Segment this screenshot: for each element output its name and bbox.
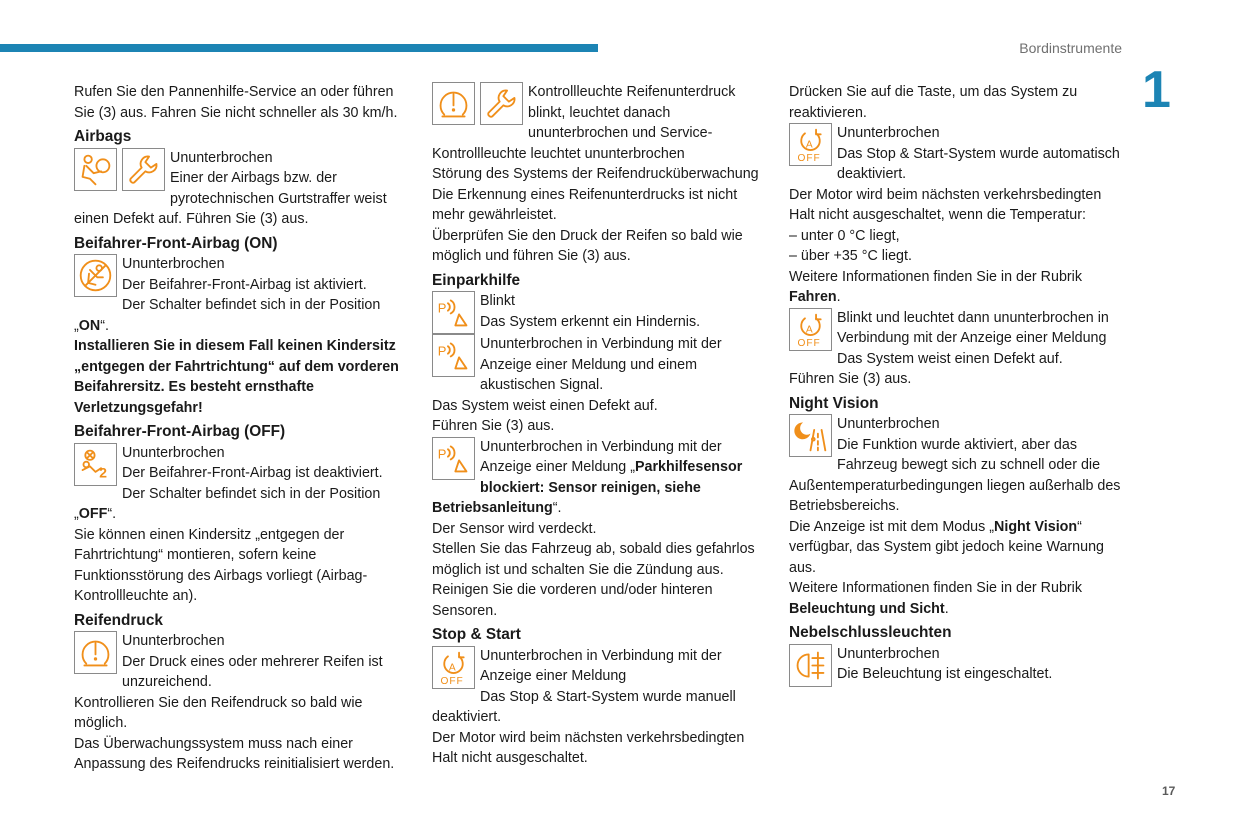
airbags-state: Ununterbrochen — [170, 149, 273, 166]
airbag-on-state: Ununterbrochen — [122, 256, 225, 272]
svg-text:P: P — [437, 446, 447, 461]
airbags-entry — [74, 148, 406, 230]
wrench-icon — [122, 148, 165, 191]
stop-start-text-1: Das Stop & Start-System wurde manuell deaktiviert. — [432, 688, 736, 725]
column-1 — [74, 82, 406, 775]
stop-start-entry — [432, 646, 768, 769]
airbag-on-text-2: Der Schalter befindet sich in der Position „ON“. — [74, 297, 381, 334]
parking-sensor-icon — [432, 334, 475, 377]
tyre-state: Ununterbrochen — [122, 633, 225, 649]
svg-text:OFF: OFF — [797, 337, 821, 348]
tpms-fault-entry — [432, 82, 768, 267]
temp-bullet-1: – unter 0 °C liegt, — [789, 227, 900, 244]
svg-text:OFF: OFF — [440, 675, 464, 686]
stop-start-auto-text-1: Das Stop & Start-System wurde automatisch deaktiviert. — [837, 145, 1120, 182]
wrench-icon — [480, 82, 523, 125]
stop-start-fault-entry — [789, 308, 1129, 390]
tyre-pressure-icon — [74, 631, 117, 674]
airbag-off-state: Ununterbrochen — [122, 444, 225, 461]
parking-1-state: Blinkt — [480, 293, 515, 309]
parking-entry-1 — [432, 291, 768, 334]
column-2 — [432, 82, 768, 769]
tpms-text-3: Überprüfen Sie den Druck der Reifen so bald wie möglich und führen Sie (3) aus. — [432, 227, 743, 264]
airbag-off-entry — [74, 443, 406, 607]
parking-1-text: Das System erkennt ein Hindernis. — [480, 313, 701, 330]
tyre-pressure-icon — [432, 82, 475, 125]
tpms-state: Kontrollleuchte Reifenunterdruck blinkt, leuchtet danach ununterbrochen und Service-Kontrollleuchte leuchtet ununterbrochen — [432, 84, 736, 162]
airbag-on-entry — [74, 254, 406, 418]
stop-start-heading: Stop & Start — [432, 626, 521, 643]
stop-start-off-icon — [789, 308, 832, 351]
section-title: Bordinstrumente — [1019, 40, 1122, 56]
tyre-text-1: Der Druck eines oder mehrerer Reifen ist unzureichend. — [122, 653, 383, 690]
airbag-on-heading: Beifahrer-Front-Airbag (ON) — [74, 234, 278, 252]
parking-entry-2 — [432, 334, 768, 437]
airbag-warning-icon — [74, 148, 117, 191]
night-vision-heading: Night Vision — [789, 394, 879, 412]
svg-text:OFF: OFF — [797, 153, 821, 163]
parking-3-text-3: Reinigen Sie die vorderen und/oder hinteren Sensoren. — [432, 582, 713, 619]
night-vision-entry — [789, 414, 1129, 619]
parking-3-text-2: Stellen Sie das Fahrzeug ab, sobald dies gefahrlos möglich ist und schalten Sie die Zündung aus. — [432, 541, 755, 578]
parking-2-text-2: Führen Sie (3) aus. — [432, 418, 555, 434]
svg-text:A: A — [805, 323, 813, 335]
page-number: 17 — [1162, 784, 1176, 798]
parking-3-text-1: Der Sensor wird verdeckt. — [432, 520, 597, 537]
stop-start-fault-text-1: Das System weist einen Defekt auf. — [837, 350, 1063, 367]
tpms-text-1: Störung des Systems der Reifendrucküberwachung — [432, 166, 759, 182]
tyre-text-3: Das Überwachungssystem muss nach einer Anpassung des Reifendrucks reinitialisiert werden. — [74, 735, 395, 772]
fog-light-heading: Nebelschlussleuchten — [789, 624, 952, 641]
svg-text:A: A — [448, 661, 456, 673]
rear-fog-light-icon — [789, 644, 832, 687]
airbag-off-text-1: Der Beifahrer-Front-Airbag ist deaktiviert. — [122, 465, 383, 481]
parking-sensor-icon — [432, 437, 475, 480]
reactivate-text: Drücken Sie auf die Taste, um das System zu reaktivieren. — [789, 84, 1078, 121]
stop-start-off-icon — [432, 646, 475, 689]
chapter-number: 1 — [1142, 61, 1171, 119]
stop-start-more-info: Weitere Informationen finden Sie in der Rubrik Fahren. — [789, 268, 1082, 305]
airbags-text: Einer der Airbags bzw. der pyrotechnischen Gurtstraffer weist einen Defekt auf. Führen Sie (3) aus. — [74, 170, 387, 227]
svg-text:2: 2 — [99, 463, 107, 480]
airbag-off-icon — [74, 443, 117, 486]
fog-light-state: Ununterbrochen — [837, 645, 940, 662]
stop-start-auto-state: Ununterbrochen — [837, 125, 940, 141]
tyre-text-2: Kontrollieren Sie den Reifendruck so bald wie möglich. — [74, 694, 363, 731]
stop-start-off-icon — [789, 123, 832, 166]
parking-sensor-icon — [432, 291, 475, 334]
stop-start-fault-state: Blinkt und leuchtet dann ununterbrochen in Verbindung mit der Anzeige einer Meldung — [837, 309, 1109, 346]
svg-text:A: A — [805, 139, 813, 151]
fog-light-text: Die Beleuchtung ist eingeschaltet. — [837, 666, 1053, 682]
night-vision-text-2: Die Anzeige ist mit dem Modus „Night Vision“ verfügbar, das System gibt jedoch keine Warnung aus. — [789, 518, 1104, 576]
stop-start-fault-text-2: Führen Sie (3) aus. — [789, 371, 912, 387]
tyre-heading: Reifendruck — [74, 611, 163, 629]
tyre-entry — [74, 631, 406, 775]
lighting-link: Beleuchtung und Sicht — [789, 600, 945, 617]
stop-start-auto-text-2: Der Motor wird beim nächsten verkehrsbedingten Halt nicht ausgeschaltet, wenn die Temperatur: — [789, 186, 1102, 223]
fog-light-entry — [789, 644, 1129, 687]
header-accent-bar — [0, 44, 598, 52]
night-vision-text-1: Die Funktion wurde aktiviert, aber das Fahrzeug bewegt sich zu schnell oder die Außentemperaturbedingungen liegen außerhalb des Betriebsbereichs. — [789, 436, 1121, 514]
stop-start-state: Ununterbrochen in Verbindung mit der Anzeige einer Meldung — [480, 647, 722, 684]
parking-3-state: Ununterbrochen in Verbindung mit der Anzeige einer Meldung „Parkhilfesensor blockiert: Sensor reinigen, siehe Betriebsanleitung“. — [432, 438, 743, 516]
fahren-link: Fahren — [789, 289, 837, 305]
airbag-off-text-2: Der Schalter befindet sich in der Position „OFF“. — [74, 485, 381, 522]
intro-text: Rufen Sie den Pannenhilfe-Service an oder führen Sie (3) aus. Fahren Sie nicht schneller als 30 km/h. — [74, 84, 398, 121]
airbag-on-warning: Installieren Sie in diesem Fall keinen Kindersitz „entgegen der Fahrtrichtung“ auf dem vorderen Beifahrersitz. Es besteht ernsthafte Verletzungsgefahr! — [74, 338, 399, 416]
stop-start-text-2: Der Motor wird beim nächsten verkehrsbedingten Halt nicht ausgeschaltet. — [432, 729, 745, 766]
svg-text:P: P — [437, 300, 447, 316]
svg-text:P: P — [437, 343, 447, 359]
stop-start-auto-entry — [789, 123, 1129, 308]
airbag-off-text-3: Sie können einen Kindersitz „entgegen der Fahrtrichtung“ montieren, sofern keine Funktionsstörung des Airbags vorliegt (Airbag-Kontrollleuchte an). — [74, 526, 368, 604]
parking-2-state: Ununterbrochen in Verbindung mit der Anzeige einer Meldung und einem akustischen Signal. — [480, 336, 722, 393]
tpms-text-2: Die Erkennung eines Reifenunterdrucks ist nicht mehr gewährleistet. — [432, 186, 738, 223]
night-vision-icon — [789, 414, 832, 457]
airbags-heading: Airbags — [74, 128, 132, 145]
temp-bullet-2: – über +35 °C liegt. — [789, 248, 912, 264]
column-3 — [789, 82, 1129, 687]
parking-entry-3 — [432, 437, 768, 622]
airbag-on-icon — [74, 254, 117, 297]
parking-heading: Einparkhilfe — [432, 271, 521, 289]
airbag-on-text-1: Der Beifahrer-Front-Airbag ist aktiviert. — [122, 276, 367, 293]
night-vision-state: Ununterbrochen — [837, 416, 940, 432]
airbag-off-heading: Beifahrer-Front-Airbag (OFF) — [74, 423, 286, 440]
parking-2-text-1: Das System weist einen Defekt auf. — [432, 397, 658, 414]
night-vision-more-info: Weitere Informationen finden Sie in der Rubrik Beleuchtung und Sicht. — [789, 580, 1082, 617]
